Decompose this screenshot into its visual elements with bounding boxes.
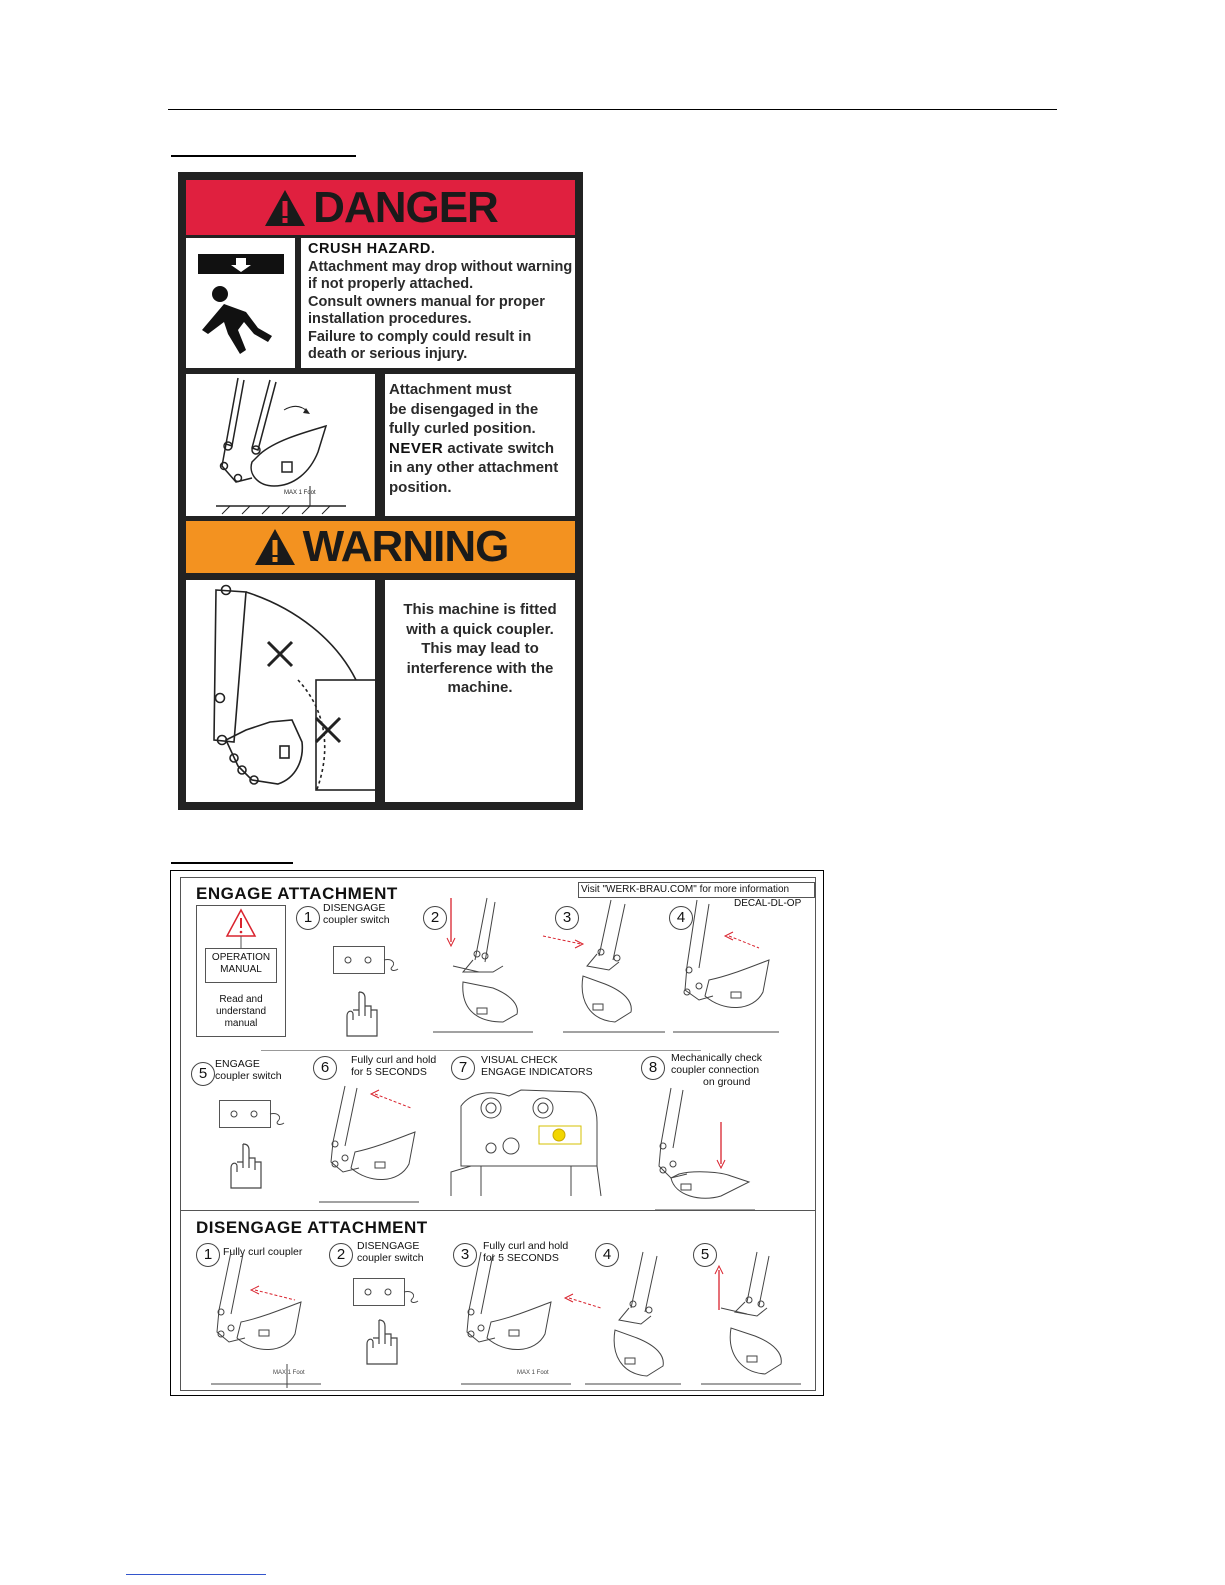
crush-title: CRUSH HAZARD: [308, 241, 431, 257]
excavator-curled-icon: [186, 374, 375, 516]
manual-book: [205, 948, 277, 983]
step-number: 1: [196, 1243, 220, 1267]
curl-line: fully curled position.: [389, 420, 536, 437]
step-label-line: coupler switch: [323, 914, 390, 926]
crush-line: Attachment may drop without warning: [308, 258, 573, 275]
curl-pictogram: [186, 374, 375, 516]
operation-decal: [170, 870, 824, 1396]
step-label-line: Fully curl and hold: [351, 1054, 437, 1066]
step-label-line: Mechanically check: [671, 1052, 763, 1064]
warning-line: interference with the: [406, 659, 554, 677]
step-label-line: ENGAGE: [215, 1058, 260, 1070]
never-word: NEVER: [389, 439, 444, 457]
step-label-line: ENGAGE INDICATORS: [481, 1066, 593, 1078]
step-number: 4: [595, 1243, 619, 1267]
section-underline: [171, 155, 356, 157]
interference-pictogram: [186, 580, 375, 802]
decal-code: DECAL-DL-OP: [734, 898, 802, 909]
footer-link-underline: [126, 1574, 266, 1575]
danger-word: DANGER: [313, 182, 498, 232]
crush-line: Failure to comply could result in: [308, 328, 532, 345]
manual-label: OPERATION: [211, 952, 271, 963]
crush-hazard-icon: [186, 238, 295, 368]
step-number: 5: [693, 1243, 717, 1267]
step-label: [671, 1052, 762, 1088]
curl-hold-illustration: [315, 1084, 425, 1208]
warning-line: This machine is fitted: [403, 601, 557, 618]
manual-panel: [196, 905, 286, 1037]
manual-read-line: manual: [224, 1018, 258, 1029]
warning-triangle-icon: [263, 188, 307, 228]
coupler-switch: [333, 946, 385, 974]
warning-word: WARNING: [302, 522, 509, 571]
step-label: [215, 1058, 282, 1082]
curl-line: activate switch: [443, 439, 555, 457]
crush-line: installation procedures.: [308, 311, 472, 327]
manual-instruction: [197, 994, 285, 1030]
step-label-line: DISENGAGE: [357, 1240, 420, 1252]
step-label: [351, 1054, 436, 1078]
excavator-interference-icon: [186, 580, 375, 802]
disengage-steps-illustration: [181, 1250, 811, 1390]
step-number: 1: [296, 906, 320, 930]
section-divider: [261, 1050, 701, 1051]
curl-text-panel: [385, 374, 575, 516]
step-label-line: DISENGAGE: [323, 902, 386, 914]
max-label: MAX 1 Foot: [284, 490, 316, 496]
step-label-line: Fully curl and hold: [483, 1240, 569, 1252]
warning-banner: [186, 521, 575, 573]
manual-label: MANUAL: [220, 964, 262, 975]
warning-triangle-icon: [253, 527, 297, 567]
crush-line: if not properly attached.: [308, 276, 474, 292]
step-number: 8: [641, 1056, 665, 1080]
section-divider: [181, 1210, 815, 1211]
step-number: 2: [329, 1243, 353, 1267]
step-label-line: for 5 SECONDS: [483, 1252, 559, 1264]
step-number: 7: [451, 1056, 475, 1080]
caution-triangle-icon: [197, 906, 285, 948]
step-label-line: coupler connection: [671, 1064, 760, 1076]
step-number: 4: [669, 906, 693, 930]
step-number: 2: [423, 906, 447, 930]
manual-read-line: understand: [215, 1006, 267, 1017]
warning-line: with a quick coupler.: [406, 620, 554, 638]
step-number: 3: [555, 906, 579, 930]
visit-text: Visit "WERK-BRAU.COM" for more information: [578, 882, 815, 898]
step-label-line: for 5 SECONDS: [351, 1066, 427, 1078]
warning-line: machine.: [447, 679, 513, 696]
manual-read-line: Read and: [219, 994, 263, 1005]
curl-line: position.: [389, 478, 452, 496]
section-underline: [171, 862, 293, 864]
step-label: [323, 902, 390, 926]
step-label-line: coupler switch: [215, 1070, 282, 1082]
switch-icon: [220, 1101, 290, 1129]
max-label: MAX 1 Foot: [273, 1370, 305, 1376]
coupler-indicator-illustration: [451, 1086, 601, 1196]
crush-line: Consult owners manual for proper: [308, 293, 545, 310]
crush-pictogram: [186, 238, 295, 368]
coupler-switch: [219, 1100, 271, 1128]
step-label-line: VISUAL CHECK: [481, 1054, 558, 1066]
curl-line: in any other attachment: [389, 459, 559, 476]
mechanical-check-illustration: [651, 1086, 761, 1214]
header-rule: [168, 109, 1057, 110]
hand-press-icon: [225, 1142, 265, 1190]
step-number: 3: [453, 1243, 477, 1267]
step-label-line: coupler switch: [357, 1252, 424, 1264]
curl-line: be disengaged in the: [389, 400, 539, 418]
step-number: 5: [191, 1062, 215, 1086]
disengage-title: DISENGAGE ATTACHMENT: [196, 1218, 428, 1237]
step-number: 6: [313, 1056, 337, 1080]
crush-text-panel: CRUSH HAZARD. Attachment may drop without warning if not properly attached. Consult owners manual for proper installation procedures. Failure to comply could result in death or serious injury.: [301, 238, 575, 368]
engage-steps-illustration: [433, 896, 803, 1036]
switch-icon: [334, 947, 404, 975]
engage-title: ENGAGE ATTACHMENT: [196, 884, 398, 903]
crush-line: death or serious injury.: [308, 346, 468, 362]
step-label-line: on ground: [703, 1076, 751, 1088]
curl-line: Attachment must: [389, 381, 512, 398]
danger-decal: [178, 172, 583, 810]
warning-text-panel: [385, 580, 575, 802]
step-label-line: Fully curl coupler: [223, 1246, 303, 1258]
hand-press-icon: [341, 990, 381, 1038]
max-label: MAX 1 Foot: [517, 1370, 549, 1376]
step-label: [481, 1054, 593, 1078]
operation-decal-frame: [180, 877, 816, 1391]
danger-banner: [186, 180, 575, 235]
warning-line: This may lead to: [421, 640, 539, 657]
